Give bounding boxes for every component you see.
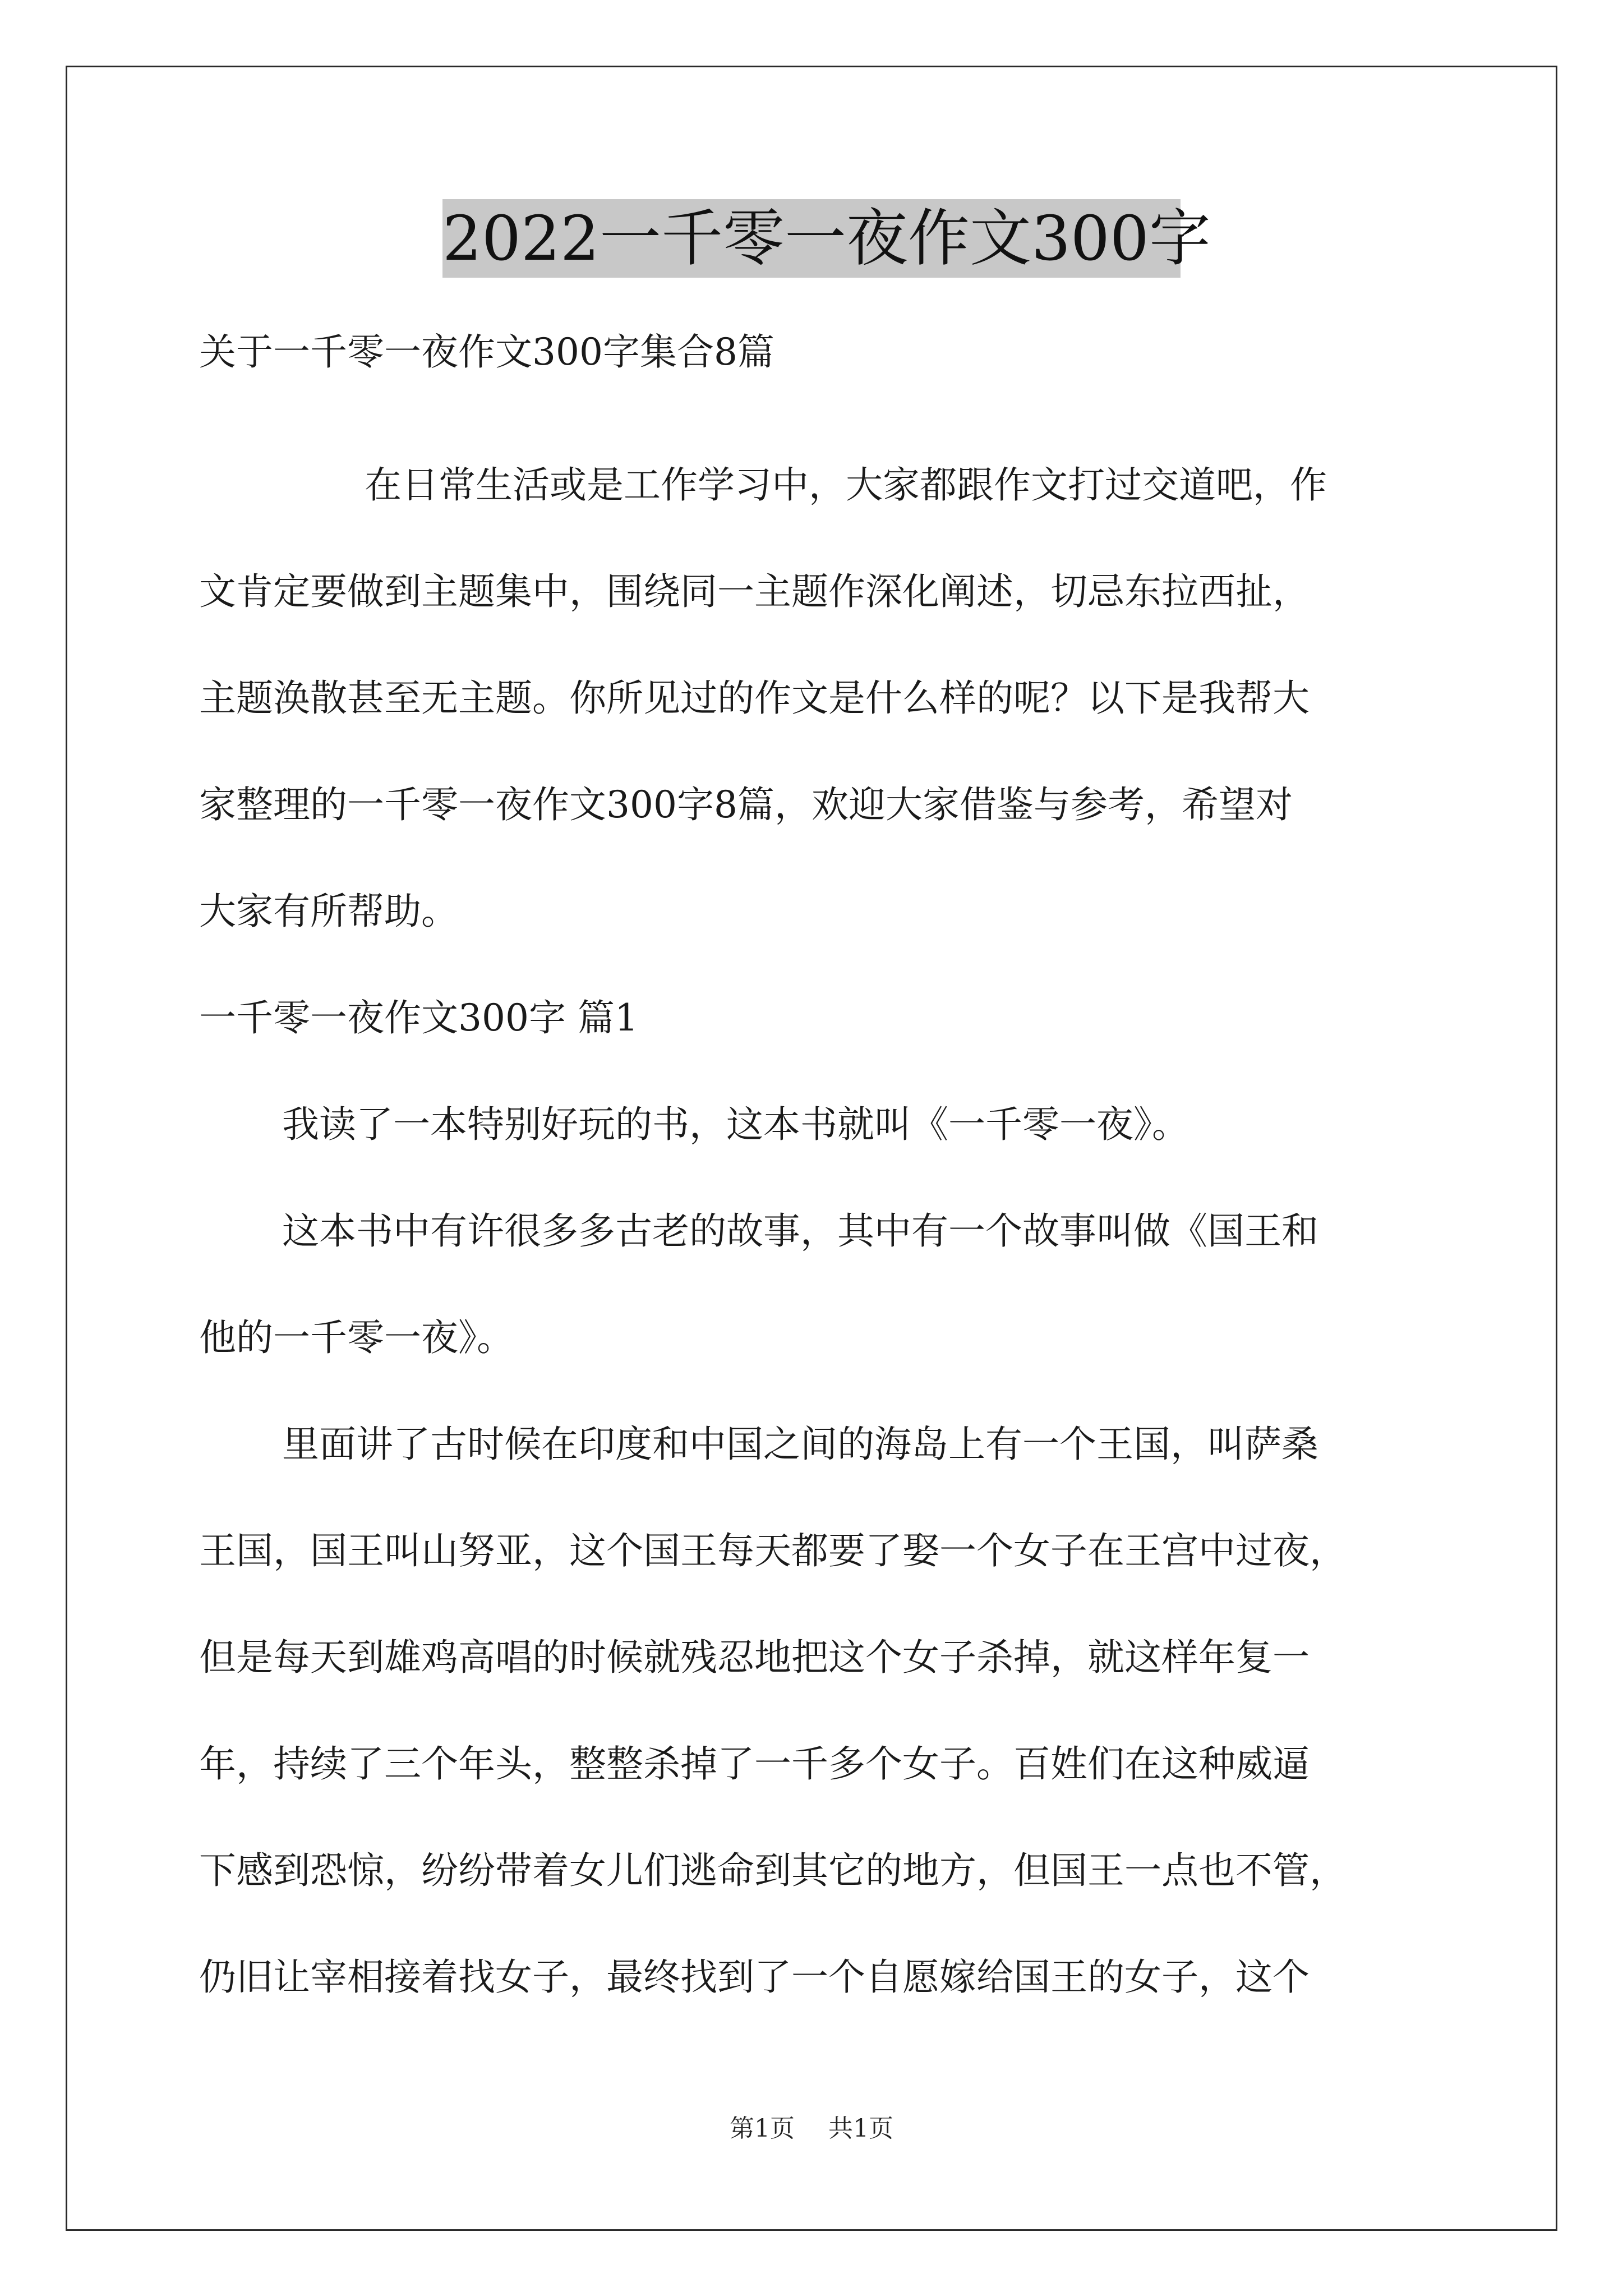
paragraph-line: 里面讲了古时候在印度和中国之间的海岛上有一个王国，叫萨桑 xyxy=(282,1423,1318,1466)
section-heading: 一千零一夜作文300字 篇1 xyxy=(199,996,638,1039)
paragraph-line: 家整理的一千零一夜作文300字8篇，欢迎大家借鉴与参考，希望对 xyxy=(199,783,1293,826)
paragraph-line: 在日常生活或是工作学习中，大家都跟作文打过交道吧，作 xyxy=(365,463,1327,507)
paragraph-line: 下感到恐惊，纷纷带着女儿们逃命到其它的地方，但国王一点也不管， xyxy=(199,1849,1347,1892)
paragraph-line: 这本书中有许很多多古老的故事，其中有一个故事叫做《国王和 xyxy=(282,1209,1318,1253)
page-total: 共1页 xyxy=(828,2114,893,2143)
paragraph-line: 他的一千零一夜》。 xyxy=(199,1316,514,1359)
paragraph-line: 年，持续了三个年头，整整杀掉了一千多个女子。百姓们在这种威逼 xyxy=(199,1742,1310,1786)
subtitle-line: 关于一千零一夜作文300字集合8篇 xyxy=(199,330,774,374)
paragraph-line: 大家有所帮助。 xyxy=(199,890,458,933)
paragraph-line: 文肯定要做到主题集中，围绕同一主题作深化阐述，切忌东拉西扯， xyxy=(199,570,1310,613)
page-footer xyxy=(0,2112,1623,2146)
document-title: 2022一千零一夜作文300字 xyxy=(442,199,1181,278)
paragraph-line: 仍旧让宰相接着找女子，最终找到了一个自愿嫁给国王的女子，这个 xyxy=(199,1955,1310,1999)
paragraph-line: 王国，国王叫山努亚，这个国王每天都要了娶一个女子在王宫中过夜， xyxy=(199,1529,1347,1572)
paragraph-line: 主题涣散甚至无主题。你所见过的作文是什么样的呢？以下是我帮大 xyxy=(199,677,1310,720)
paragraph-line: 但是每天到雄鸡高唱的时候就残忍地把这个女子杀掉，就这样年复一 xyxy=(199,1636,1310,1679)
page-number: 第1页 xyxy=(730,2114,795,2143)
paragraph-line: 我读了一本特别好玩的书，这本书就叫《一千零一夜》。 xyxy=(282,1103,1189,1146)
